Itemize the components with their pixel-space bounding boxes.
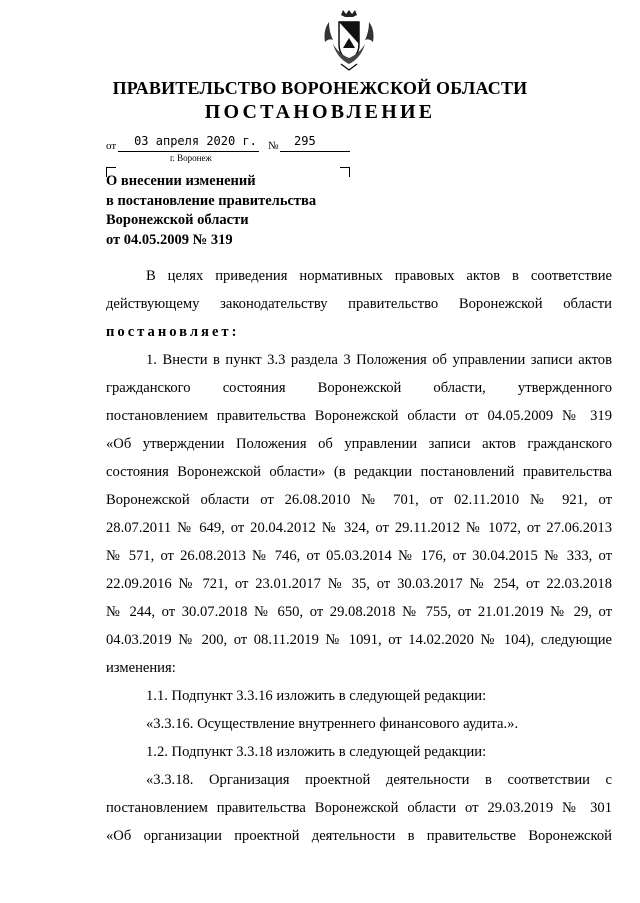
date-underline	[118, 151, 259, 152]
city-label: г. Воронеж	[170, 153, 212, 163]
body-line: постановлением правительства Воронежской области от 29.03.2019 № 301	[106, 800, 612, 816]
government-title: ПРАВИТЕЛЬСТВО ВОРОНЕЖСКОЙ ОБЛАСТИ	[112, 78, 528, 98]
subject-line: О внесении изменений	[106, 173, 256, 189]
body-line: «Об утверждении Положения об управлении записи актов гражданского	[106, 436, 612, 452]
body-line: постановлением правительства Воронежской области от 04.05.2009 № 319	[106, 408, 612, 424]
body-line: № 571, от 26.08.2013 № 746, от 05.03.2014 № 176, от 30.04.2015 № 333, от	[106, 548, 612, 564]
number-label: №	[268, 140, 279, 152]
number-underline	[280, 151, 350, 152]
body-line: 22.09.2016 № 721, от 23.01.2017 № 35, от 30.03.2017 № 254, от 22.03.2018	[106, 576, 612, 592]
body-line: 1.1. Подпункт 3.3.16 изложить в следующей редакции:	[146, 688, 487, 704]
document-number: 295	[294, 134, 316, 148]
body-line: изменения:	[106, 660, 176, 676]
body-line: действующему законодательству правительство Воронежской области	[106, 296, 612, 312]
body-line: 1.2. Подпункт 3.3.18 изложить в следующей редакции:	[146, 744, 487, 760]
body-line: 28.07.2011 № 649, от 20.04.2012 № 324, от 29.11.2012 № 1072, от 27.06.2013	[106, 520, 612, 536]
body-line: «3.3.16. Осуществление внутреннего финансового аудита.».	[146, 716, 519, 732]
subject-corner-right	[340, 167, 350, 177]
body-line: гражданского состояния Воронежской области, утвержденного	[106, 380, 612, 396]
document-subject	[106, 172, 316, 250]
voronezh-coat-of-arms-icon	[321, 8, 377, 72]
resolution-word: постановляет:	[106, 324, 240, 340]
body-line: «Об организации проектной деятельности в правительстве Воронежской	[106, 828, 612, 844]
from-label: от	[106, 140, 117, 152]
document-type: ПОСТАНОВЛЕНИЕ	[204, 101, 436, 123]
subject-line: Воронежской области	[106, 212, 249, 228]
body-line: 1. Внести в пункт 3.3 раздела 3 Положения об управлении записи актов	[146, 352, 612, 368]
body-line: состояния Воронежской области» (в редакции постановлений правительства	[106, 464, 612, 480]
body-line: В целях приведения нормативных правовых актов в соответствие	[146, 268, 612, 284]
subject-line: в постановление правительства	[106, 192, 317, 209]
body-line: «3.3.18. Организация проектной деятельности в соответствии с	[146, 772, 612, 788]
body-line: Воронежской области от 26.08.2010 № 701, от 02.11.2010 № 921, от	[106, 492, 612, 508]
subject-line: от 04.05.2009 № 319	[106, 231, 233, 248]
body-line: 04.03.2019 № 200, от 08.11.2019 № 1091, от 14.02.2020 № 104), следующие	[106, 632, 612, 648]
document-date: 03 апреля 2020 г.	[134, 134, 257, 148]
body-line: № 244, от 30.07.2018 № 650, от 29.08.2018 № 755, от 21.01.2019 № 29, от	[106, 604, 612, 620]
